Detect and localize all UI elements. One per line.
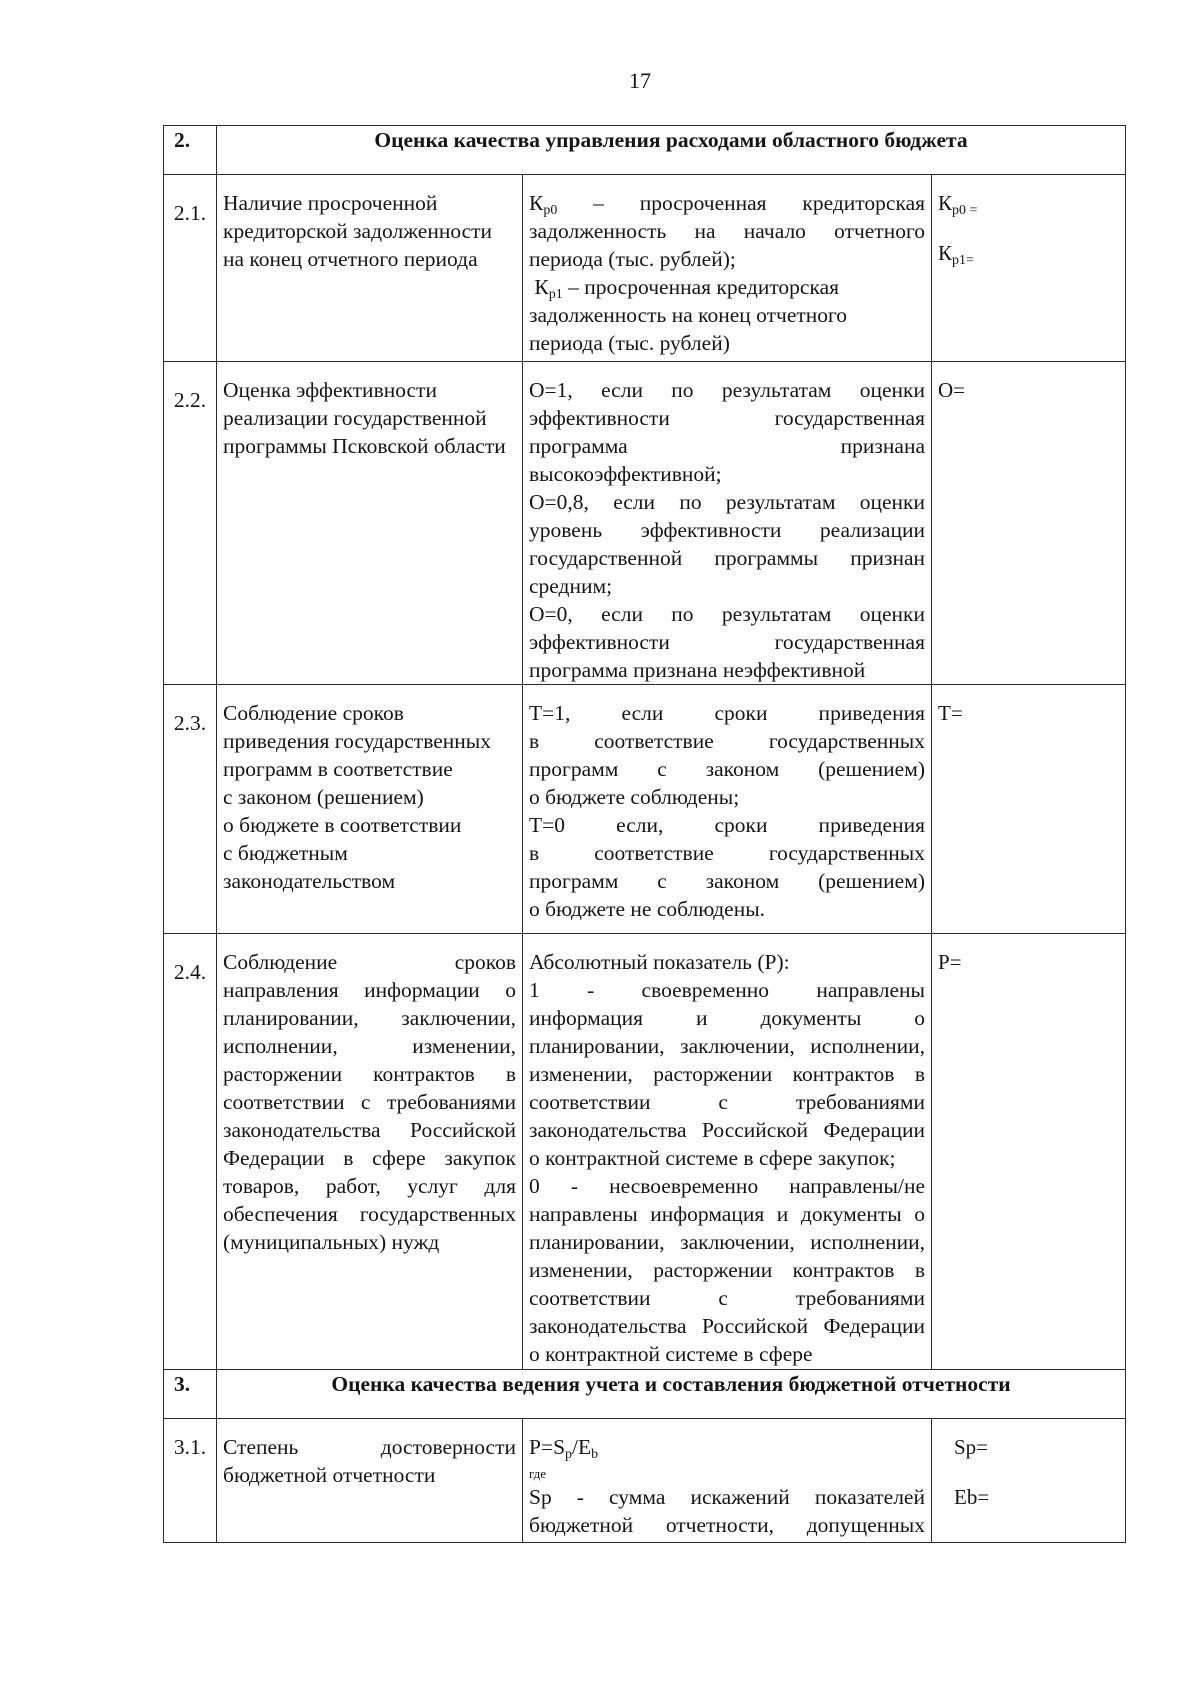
name-line: о бюджете в соответствии bbox=[223, 813, 462, 837]
value-kp0: $К_{р0 =}$ bbox=[938, 191, 978, 218]
section-header-2 bbox=[164, 126, 1126, 175]
section-number: 3. bbox=[164, 1370, 217, 1419]
indicator-description bbox=[523, 362, 932, 685]
description-line: планировании, заключении, исполнении, bbox=[529, 1230, 925, 1254]
table-row-3-1 bbox=[164, 1419, 1126, 1543]
name-line: обеспечения государственных bbox=[223, 1202, 516, 1226]
section-title: Оценка качества управления расходами областного бюджета bbox=[217, 126, 1126, 175]
name-line: Соблюдение сроков bbox=[223, 950, 516, 974]
name-line: Степень достоверности bbox=[223, 1435, 516, 1459]
name-line: Федерации в сфере закупок bbox=[223, 1146, 516, 1170]
name-line: на конец отчетного периода bbox=[223, 247, 478, 271]
name-line: программы Псковской области bbox=[223, 434, 506, 458]
description-line: средним; bbox=[529, 574, 613, 598]
description-line: Т=1, если сроки приведения bbox=[529, 701, 925, 725]
name-line: (муниципальных) нужд bbox=[223, 1230, 440, 1254]
indicator-name bbox=[217, 934, 523, 1370]
row-number: 3.1. bbox=[164, 1419, 217, 1543]
value-cell bbox=[932, 175, 1126, 362]
indicator-description bbox=[523, 175, 932, 362]
description-line: 1 - своевременно направлены bbox=[529, 978, 925, 1002]
table-row-2-4 bbox=[164, 934, 1126, 1370]
formula: $Р=S_p/E_b$ bbox=[529, 1435, 599, 1462]
description-line: законодательства Российской Федерации bbox=[529, 1314, 925, 1338]
value-cell bbox=[932, 934, 1126, 1370]
description-line: программа признана неэффективной bbox=[529, 658, 866, 682]
name-line: с бюджетным bbox=[223, 841, 348, 865]
description-line: программ с законом (решением) bbox=[529, 869, 925, 893]
name-line: соответствии с требованиями bbox=[223, 1090, 516, 1114]
description-line: в соответствие государственных bbox=[529, 841, 925, 865]
name-line: планировании, заключении, bbox=[223, 1006, 516, 1030]
description-line: Т=0 если, сроки приведения bbox=[529, 813, 925, 837]
description-line: О=1, если по результатам оценки bbox=[529, 378, 925, 402]
indicator-name bbox=[217, 685, 523, 934]
name-line: бюджетной отчетности bbox=[223, 1463, 436, 1487]
table-row-2-1 bbox=[164, 175, 1126, 362]
description-line: эффективности государственная bbox=[529, 406, 925, 430]
description-line: высокоэффективной; bbox=[529, 462, 722, 486]
indicator-description bbox=[523, 934, 932, 1370]
name-line: направления информации о bbox=[223, 978, 516, 1002]
description-line: задолженность на конец отчетного bbox=[529, 303, 848, 327]
page-number: 17 bbox=[629, 68, 651, 93]
name-line: законодательством bbox=[223, 869, 396, 893]
description-line: Sp - сумма искажений показателей bbox=[529, 1485, 925, 1509]
description-line: направлены информация и документы о bbox=[529, 1202, 925, 1226]
description-line: Абсолютный показатель (Р): bbox=[529, 950, 790, 974]
description-line: программа признана bbox=[529, 434, 925, 458]
name-line: Оценка эффективности bbox=[223, 378, 437, 402]
row-number: 2.2. bbox=[164, 362, 217, 685]
description-line: в соответствие государственных bbox=[529, 729, 925, 753]
description-line: уровень эффективности реализации bbox=[529, 518, 925, 542]
value-cell bbox=[932, 685, 1126, 934]
description-line: о бюджете не соблюдены. bbox=[529, 897, 766, 921]
value-kp1: $К_{р1=}$ bbox=[938, 241, 974, 268]
description-line: периода (тыс. рублей) bbox=[529, 331, 730, 355]
value-p: Р= bbox=[938, 950, 962, 974]
description-line: планировании, заключении, исполнении, bbox=[529, 1034, 925, 1058]
value-sp: Sp= bbox=[954, 1435, 989, 1459]
indicators-table bbox=[163, 125, 1126, 1543]
row-number: 2.4. bbox=[164, 934, 217, 1370]
section-header-3 bbox=[164, 1370, 1126, 1419]
description-line: задолженность на начало отчетного bbox=[529, 219, 925, 243]
description-line: 0 - несвоевременно направлены/не bbox=[529, 1174, 925, 1198]
value-t: Т= bbox=[938, 701, 963, 725]
row-number: 2.3. bbox=[164, 685, 217, 934]
section-number: 2. bbox=[164, 126, 217, 175]
description-line: о бюджете соблюдены; bbox=[529, 785, 740, 809]
name-line: программ в соответствие bbox=[223, 757, 453, 781]
name-line: Наличие просроченной bbox=[223, 191, 438, 215]
name-line: с законом (решением) bbox=[223, 785, 424, 809]
description-line: периода (тыс. рублей); bbox=[529, 247, 736, 271]
description-line: государственной программы признан bbox=[529, 546, 925, 570]
description-line: программ с законом (решением) bbox=[529, 757, 925, 781]
indicator-description bbox=[523, 1419, 932, 1543]
description-line: бюджетной отчетности, допущенных bbox=[529, 1513, 925, 1537]
indicator-description bbox=[523, 685, 932, 934]
value-cell bbox=[932, 362, 1126, 685]
indicator-name bbox=[217, 1419, 523, 1543]
value-eb: Eb= bbox=[954, 1485, 990, 1509]
where-label: где bbox=[529, 1466, 547, 1481]
description-line: О=0,8, если по результатам оценки bbox=[529, 490, 925, 514]
name-line: кредиторской задолженности bbox=[223, 219, 493, 243]
name-line: реализации государственной bbox=[223, 406, 487, 430]
name-line: исполнении, изменении, bbox=[223, 1034, 516, 1058]
name-line: расторжении контрактов в bbox=[223, 1062, 516, 1086]
description-line: изменении, расторжении контрактов в bbox=[529, 1062, 925, 1086]
description-line: соответствии с требованиями bbox=[529, 1090, 925, 1114]
description-line: соответствии с требованиями bbox=[529, 1286, 925, 1310]
description-line: О=0, если по результатам оценки bbox=[529, 602, 925, 626]
description-line: о контрактной системе в сфере закупок; bbox=[529, 1146, 896, 1170]
table-row-2-3 bbox=[164, 685, 1126, 934]
name-line: товаров, работ, услуг для bbox=[223, 1174, 516, 1198]
description-line: изменении, расторжении контрактов в bbox=[529, 1258, 925, 1282]
value-o: О= bbox=[938, 378, 966, 402]
description-line: $К_{р1}$ – просроченная кредиторская bbox=[534, 275, 840, 302]
name-line: приведения государственных bbox=[223, 729, 491, 753]
name-line: Соблюдение сроков bbox=[223, 701, 404, 725]
description-line: $К_{р0}$ – просроченная кредиторская bbox=[529, 191, 926, 218]
description-line: информация и документы о bbox=[529, 1006, 925, 1030]
description-line: эффективности государственная bbox=[529, 630, 925, 654]
indicator-name bbox=[217, 175, 523, 362]
row-number: 2.1. bbox=[164, 175, 217, 362]
name-line: законодательства Российской bbox=[223, 1118, 516, 1142]
section-title: Оценка качества ведения учета и составления бюджетной отчетности bbox=[217, 1370, 1126, 1419]
description-line: о контрактной системе в сфере bbox=[529, 1342, 813, 1366]
table-row-2-2 bbox=[164, 362, 1126, 685]
indicator-name bbox=[217, 362, 523, 685]
value-cell bbox=[932, 1419, 1126, 1543]
description-line: законодательства Российской Федерации bbox=[529, 1118, 925, 1142]
